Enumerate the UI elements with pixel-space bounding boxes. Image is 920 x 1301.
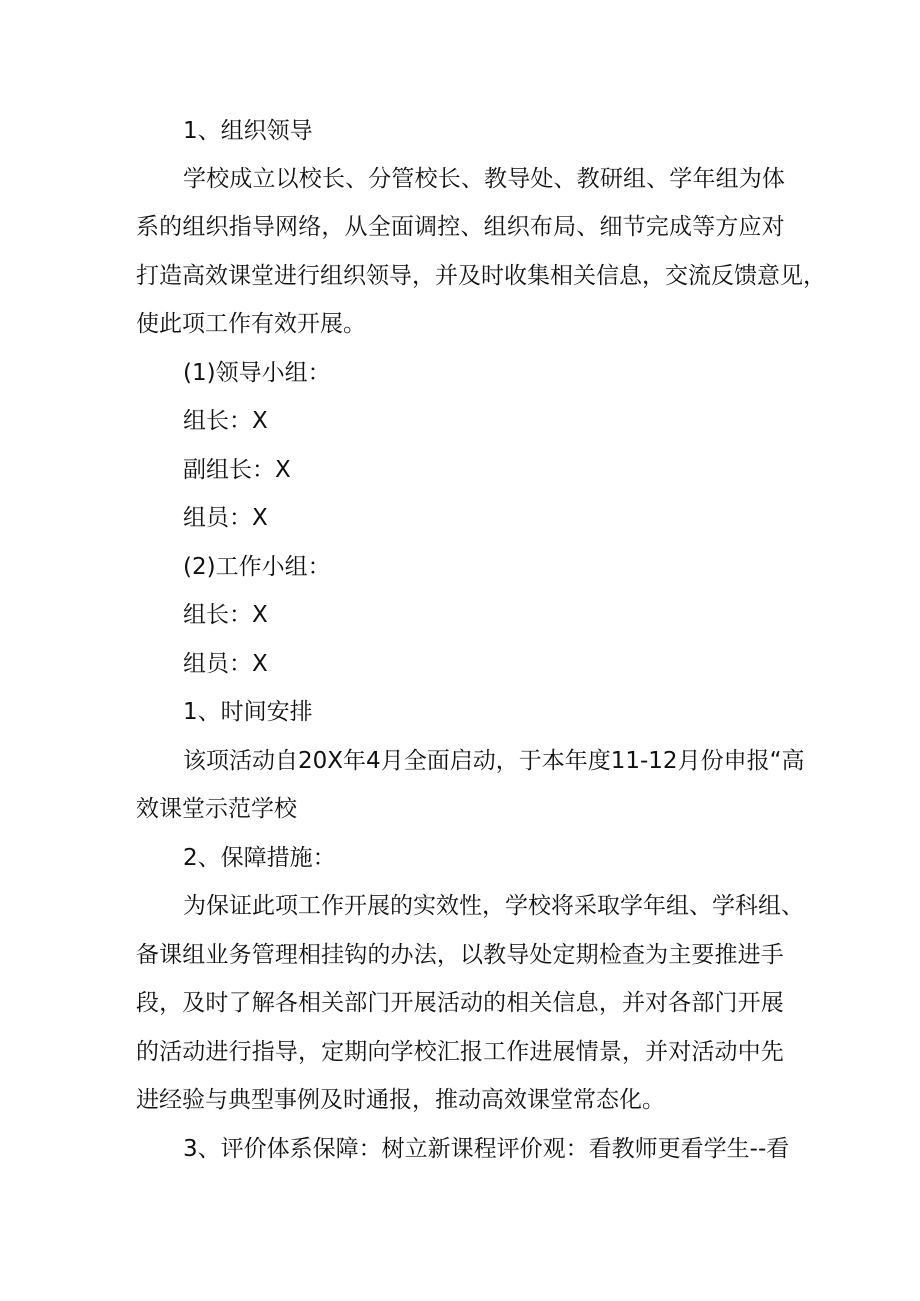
paragraph-line: 使此项工作有效开展。 (136, 311, 366, 337)
paragraph-line: 效课堂示范学校 (136, 796, 297, 822)
section-heading-safeguards: 2、保障措施： (183, 845, 336, 871)
paragraph-line: 系 的 组 织 指 导 网 络 ， 从 全 面 调 控 、 组 织 布 局 、 细 节 完 成 等 方 应 对 (136, 214, 785, 240)
list-item: 副组长：X (183, 457, 291, 483)
list-item: 组长：X (183, 408, 268, 434)
paragraph-line: 打 造 高 效 课 堂 进 行 组 织 领 导 ， 并 及 时 收 集 相 关 信 息 ， 交 流 反 馈 意 见 ， (136, 263, 826, 289)
list-item: 组员：X (183, 651, 268, 677)
paragraph-line: 的 活 动 进 行 指 导 ， 定 期 向 学 校 汇 报 工 作 进 展 情 景 ， 并 对 活 动 中 先 (136, 1039, 784, 1065)
section-heading-evaluation: 3 、 评 价 体 系 保 障 ： 树 立 新 课 程 评 价 观 ： 看 教 师 更 看 学 生 - - 看 (183, 1136, 790, 1162)
list-item: 组员：X (183, 505, 268, 531)
section-heading-organization: 1、组织领导 (183, 118, 313, 144)
paragraph-line: 备 课 组 业 务 管 理 相 挂 钩 的 办 法 ， 以 教 导 处 定 期 检 查 为 主 要 推 进 手 (136, 942, 784, 968)
subheading-work-group: (2)工作小组： (183, 554, 331, 580)
paragraph-line: 为 保 证 此 项 工 作 开 展 的 实 效 性 ， 学 校 将 采 取 学 年 组 、 学 科 组 、 (183, 893, 804, 919)
paragraph-line: 段 ， 及 时 了 解 各 相 关 部 门 开 展 活 动 的 相 关 信 息 ， 并 对 各 部 门 开 展 (136, 990, 784, 1016)
paragraph-line: 该 项 活 动 自 2 0 X 年 4 月 全 面 启 动 ， 于 本 年 度 1 1 - 1 2 月 份 申 报 “ 高 (183, 748, 805, 774)
section-heading-schedule: 1、时间安排 (183, 699, 313, 725)
subheading-leadership-group: (1)领导小组： (183, 360, 331, 386)
paragraph-line: 学 校 成 立 以 校 长 、 分 管 校 长 、 教 导 处 、 教 研 组 、 学 年 组 为 体 (183, 166, 785, 192)
paragraph-line: 进经验与典型事例及时通报，推动高效课堂常态化。 (136, 1087, 665, 1113)
list-item: 组长：X (183, 602, 268, 628)
